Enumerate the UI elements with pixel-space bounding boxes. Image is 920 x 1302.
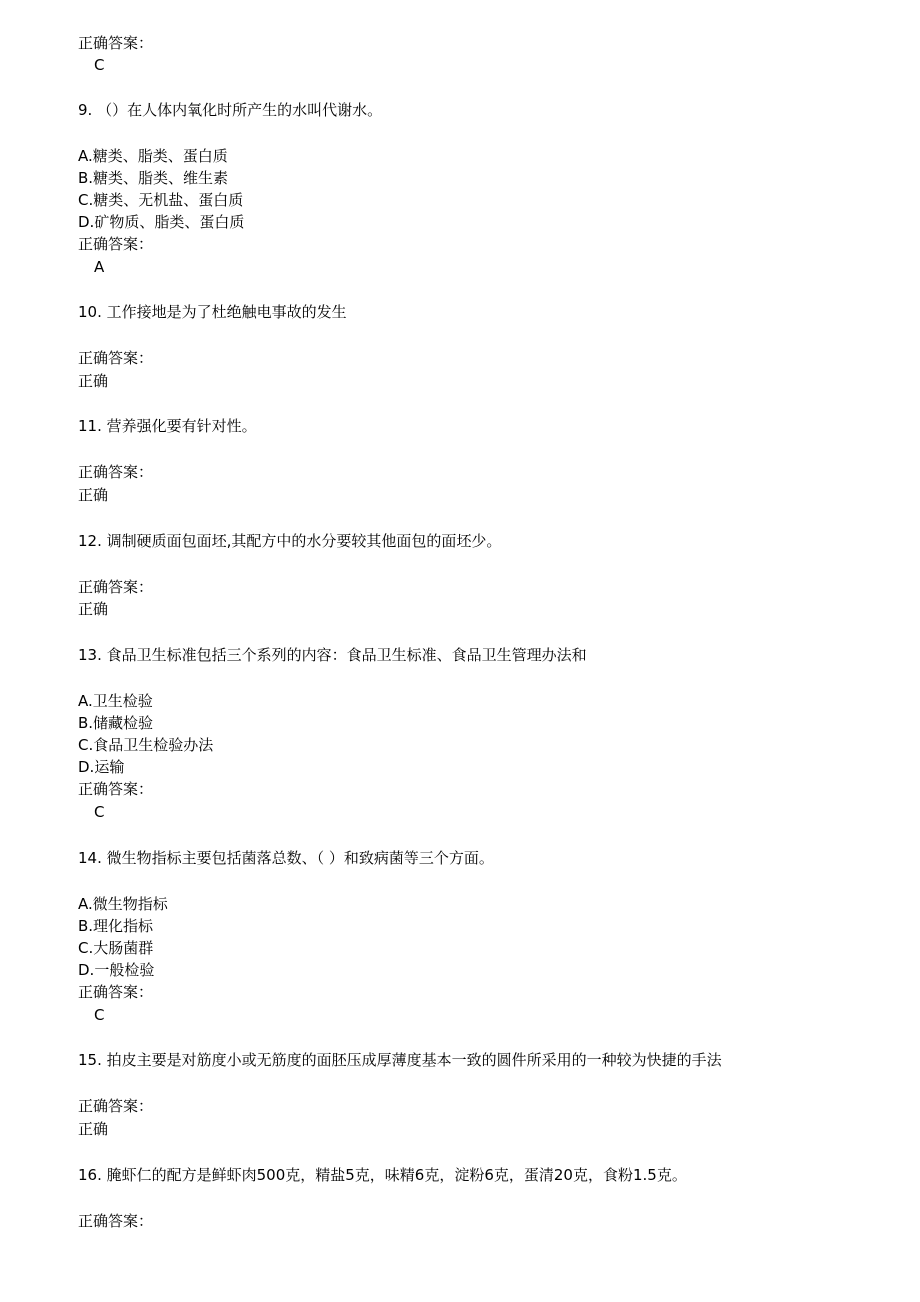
- option: A.卫生检验: [78, 692, 153, 710]
- answer-label: 正确答案：: [78, 578, 154, 596]
- question-stem: 11. 营养强化要有针对性。: [78, 417, 257, 435]
- option: A.微生物指标: [78, 895, 168, 913]
- option: B.储藏检验: [78, 714, 154, 732]
- answer-label: 正确答案：: [78, 34, 154, 52]
- answer-value: C: [94, 803, 105, 821]
- question-stem: 14. 微生物指标主要包括菌落总数、（ ）和致病菌等三个方面。: [78, 849, 494, 867]
- answer-value: 正确: [78, 600, 109, 618]
- answer-label: 正确答案：: [78, 1097, 154, 1115]
- question-stem: 15. 拍皮主要是对筋度小或无筋度的面胚压成厚薄度基本一致的圆件所采用的一种较为快捷的手法: [78, 1051, 722, 1069]
- answer-label: 正确答案：: [78, 349, 154, 367]
- answer-label: 正确答案：: [78, 235, 154, 253]
- question-stem: 9. （）在人体内氧化时所产生的水叫代谢水。: [78, 101, 383, 119]
- option: A.糖类、脂类、蛋白质: [78, 147, 228, 165]
- option: D.矿物质、脂类、蛋白质: [78, 213, 245, 231]
- answer-label: 正确答案：: [78, 983, 154, 1001]
- option: D.运输: [78, 758, 125, 776]
- answer-value: 正确: [78, 486, 109, 504]
- option: B.糖类、脂类、维生素: [78, 169, 229, 187]
- option: D.一般检验: [78, 961, 155, 979]
- answer-value: 正确: [78, 372, 109, 390]
- question-stem: 13. 食品卫生标准包括三个系列的内容：食品卫生标准、食品卫生管理办法和: [78, 646, 587, 664]
- answer-label: 正确答案：: [78, 1212, 154, 1230]
- question-stem: 10. 工作接地是为了杜绝触电事故的发生: [78, 303, 347, 321]
- option: C.食品卫生检验办法: [78, 736, 214, 754]
- answer-label: 正确答案：: [78, 780, 154, 798]
- answer-value: 正确: [78, 1120, 109, 1138]
- option: C.大肠菌群: [78, 939, 154, 957]
- answer-label: 正确答案：: [78, 463, 154, 481]
- question-stem: 12. 调制硬质面包面坯,其配方中的水分要较其他面包的面坯少。: [78, 532, 502, 550]
- option: C.糖类、无机盐、蛋白质: [78, 191, 244, 209]
- answer-value: C: [94, 56, 105, 74]
- option: B.理化指标: [78, 917, 154, 935]
- question-stem: 16. 腌虾仁的配方是鲜虾肉500克，精盐5克，味精6克，淀粉6克，蛋清20克，食粉1.5克。: [78, 1166, 687, 1184]
- answer-value: C: [94, 1006, 105, 1024]
- answer-value: A: [94, 258, 105, 276]
